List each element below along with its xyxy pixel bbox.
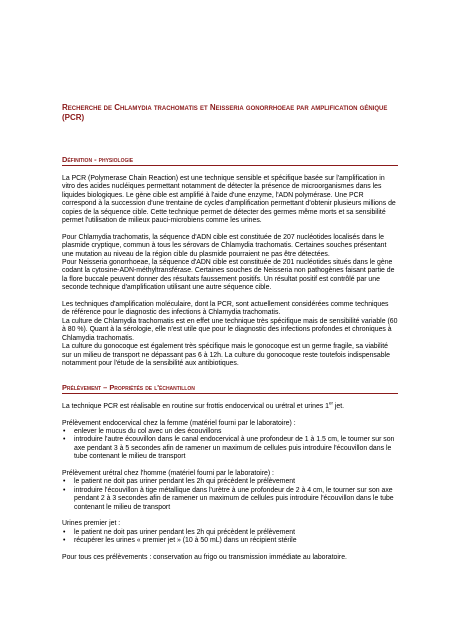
intro-superscript: er [328,400,333,406]
section-heading-label: Prélèvement – Propriétés de l'échantillon [62,382,195,392]
list-item: • le patient ne doit pas uriner pendant les 2h qui précèdent le prélèvement [74,529,398,537]
intro-end: jet. [332,402,345,410]
urine-steps-list [62,529,398,546]
list-item: • le patient ne doit pas uriner pendant les 2h qui précèdent le prélèvement [74,478,398,486]
female-steps-list [62,428,398,462]
list-item: • récupérer les urines « premier jet » (10 à 50 mL) dans un récipient stérile [74,537,398,545]
list-item: • introduire l'autre écouvillon dans le canal endocervical à une profondeur de 1 à 1.5 cm, le tourner sur son axe pendant 3 à 5 secondes afin de ramener un maximum de cellules puis introduire l'écouvillon dans le tube contenant le milieu de transport [74,436,398,461]
paragraph: Pour Chlamydia trachomatis, la séquence d'ADN cible est constituée de 207 nucléotides localisés dans le plasmide cryptique, commun à tous les sérovars de Chlamydia trachomatis. Certaines souches présentant une mutation au niveau de la région cible du plasmide pourraient ne pas être détectées. [62,233,387,258]
list-item: • introduire l'écouvillon à tige métallique dans l'urètre à une profondeur de 2 à 4 cm, le tourner sur son axe pendant 2 à 3 secondes afin de ramener un maximum de cellules puis introduire l'écouvillon dans le tube contenant le milieu de transport [74,487,398,512]
paragraph: La culture du gonocoque est également très spécifique mais le gonocoque est un germe fragile, sa viabilité sur un milieu de transport ne dépassant pas 6 à 12h. La culture du gonocoque reste toutefois indispensable notamment pour l'étude de la sensibilité aux antibiotiques. [62,343,390,367]
male-heading: Prélèvement urétral chez l'homme (matériel fourni par le laboratoire) : [62,469,274,477]
section-heading-prelevement [62,383,398,392]
closing-paragraph: Pour tous ces prélèvements : conservation au frigo ou transmission immédiate au laboratoire. [62,553,347,561]
section-divider [62,393,398,394]
paragraph: Pour Neisseria gonorrhoeae, la séquence d'ADN cible est constituée de 201 nucléotides situés dans le gène codant la cytosine-ADN-méthyltransférase. Certaines souches de Neisseria non pathogènes faisant partie de la flore buccale peuvent donner des résultats faussement positifs. Un résultat positif est contrôlé par une seconde technique d'amplification utilisant une autre séquence cible. [62,259,395,292]
section-heading-definition [62,155,398,164]
section-divider [62,165,398,166]
list-item: • enlever le mucus du col avec un des écouvillons [74,428,398,436]
paragraph: La culture de Chlamydia trachomatis est en effet une technique très spécifique mais de sensibilité variable (60 à 80 %). Quant à la sérologie, elle n'est utile que pour le diagnostic des infections profondes et chroniques à Chlamydia trachomatis. [62,317,398,342]
document-title: Recherche de Chlamydia trachomatis et Neisseria gonorrhoeae par amplification génique (PCR) [62,103,388,122]
female-heading: Prélèvement endocervical chez la femme (matériel fourni par le laboratoire) : [62,419,296,427]
section-heading-label: Définition - physiologie [62,155,134,164]
paragraph-intro [62,400,398,411]
intro-text: La technique PCR est réalisable en routine sur frottis endocervical ou urétral et urines 1 [62,402,329,410]
paragraph: La PCR (Polymerase Chain Reaction) est une technique sensible et spécifique basée sur l'amplification in vitro des acides nucléiques permettant notamment de détecter la présence de microorganismes dans les liquides biologiques. Le gène cible est amplifié à l'aide d'une enzyme, l'ADN polymérase. Une PCR correspond à la succession d'une trentaine de cycles d'amplification permettant d'obtenir plusieurs millions de copies de la séquence cible. Cette technique permet de détecter des germes même morts et sa sensibilité permet l'utilisation de milieux pauci-microbiens comme les urines. [62,175,396,225]
document-page [62,103,398,571]
urine-heading: Urines premier jet : [62,520,121,528]
male-steps-list [62,478,398,512]
paragraph: Les techniques d'amplification moléculaire, dont la PCR, sont actuellement considérées comme techniques de référence pour le diagnostic des infections à Chlamydia trachomatis. [62,301,389,317]
